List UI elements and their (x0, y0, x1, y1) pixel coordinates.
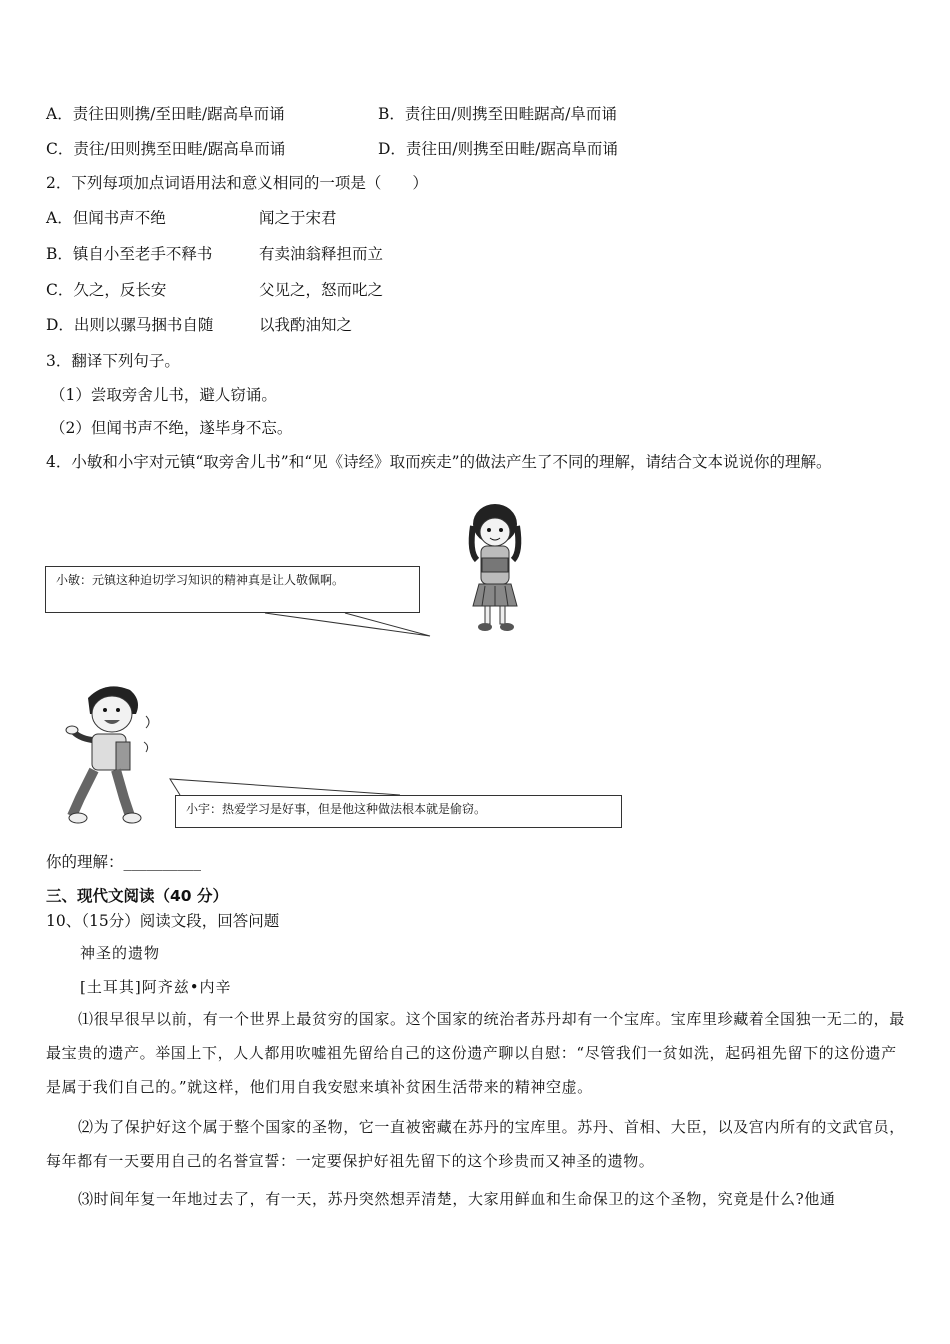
xiaomin-speech-text: 小敏：元镇这种迫切学习知识的精神真是让人敬佩啊。 (56, 573, 345, 587)
q3-stem: 3．翻译下列句子。 (46, 352, 180, 370)
article-paragraph-2: ⑵为了保护好这个属于整个国家的圣物，它一直被密藏在苏丹的宝库里。苏丹、首相、大臣，以及宫内所有的文武官员，每年都有一天要用自己的名誉宣誓：一定要保护好祖先留下的这个珍贵而又神圣的遗物。 (46, 1118, 905, 1170)
q4-stem: 4．小敏和小宇对元镇“取旁舍儿书”和“见《诗经》取而疾走”的做法产生了不同的理解，请结合文本说说你的理解。 (46, 453, 832, 471)
q1-option-b: B．责往田/则携至田畦踞高/阜而诵 (378, 105, 617, 123)
q2-option-a-right: 闻之于宋君 (259, 209, 337, 227)
article-title: 神圣的遗物 (80, 944, 161, 962)
answer-label: 你的理解：__________ (46, 853, 202, 871)
q1-option-d: D．责往田/则携至田畦/踞高阜而诵 (378, 140, 618, 158)
q2-option-c-right: 父见之，怒而叱之 (259, 281, 384, 299)
q2-option-b-right: 有卖油翁释担而立 (259, 245, 384, 263)
section-heading: 三、现代文阅读（40 分） (46, 887, 228, 905)
q1-option-a: A．责往田则携/至田畦/踞高阜而诵 (46, 105, 285, 123)
q3-sentence-1: （1）尝取旁舍儿书，避人窃诵。 (50, 386, 277, 404)
article-paragraph-3: ⑶时间年复一年地过去了，有一天，苏丹突然想弄清楚，大家用鲜血和生命保卫的这个圣物，究竟是什么?他通 (78, 1190, 836, 1208)
xiaoyu-speech-bubble (175, 795, 622, 828)
q2-option-c-left: C．久之，反长安 (46, 281, 167, 299)
q1-option-c: C．责往/田则携至田畦/踞高阜而诵 (46, 140, 286, 158)
boy-illustration (60, 680, 170, 830)
article-paragraph-1: ⑴很早很早以前，有一个世界上最贫穷的国家。这个国家的统治者苏丹却有一个宝库。宝库里珍藏着全国独一无二的，最最宝贵的遗产。举国上下，人人都用吹嘘祖先留给自己的这份遗产聊以自慰：“尽管我们一贫如洗，起码祖先留下的这份遗产是属于我们自己的。”就这样，他们用自我安慰来填补贫困生活带来的精神空虚。 (46, 1010, 905, 1096)
q10-stem: 10、（15分）阅读文段，回答问题 (46, 912, 280, 930)
q2-option-b-left: B．镇自小至老手不释书 (46, 245, 213, 263)
q2-option-d-right: 以我酌油知之 (259, 316, 353, 334)
q2-option-d-left: D．出则以骡马捆书自随 (46, 316, 214, 334)
xiaoyu-speech-text: 小宇：热爱学习是好事，但是他这种做法根本就是偷窃。 (186, 802, 487, 816)
q2-option-a-left: A．但闻书声不绝 (46, 209, 166, 227)
article-author: [土耳其]阿齐兹•内辛 (80, 978, 232, 996)
q3-sentence-2: （2）但闻书声不绝，遂毕身不忘。 (50, 419, 293, 437)
q2-stem: 2．下列每项加点词语用法和意义相同的一项是（ ） (46, 174, 428, 192)
